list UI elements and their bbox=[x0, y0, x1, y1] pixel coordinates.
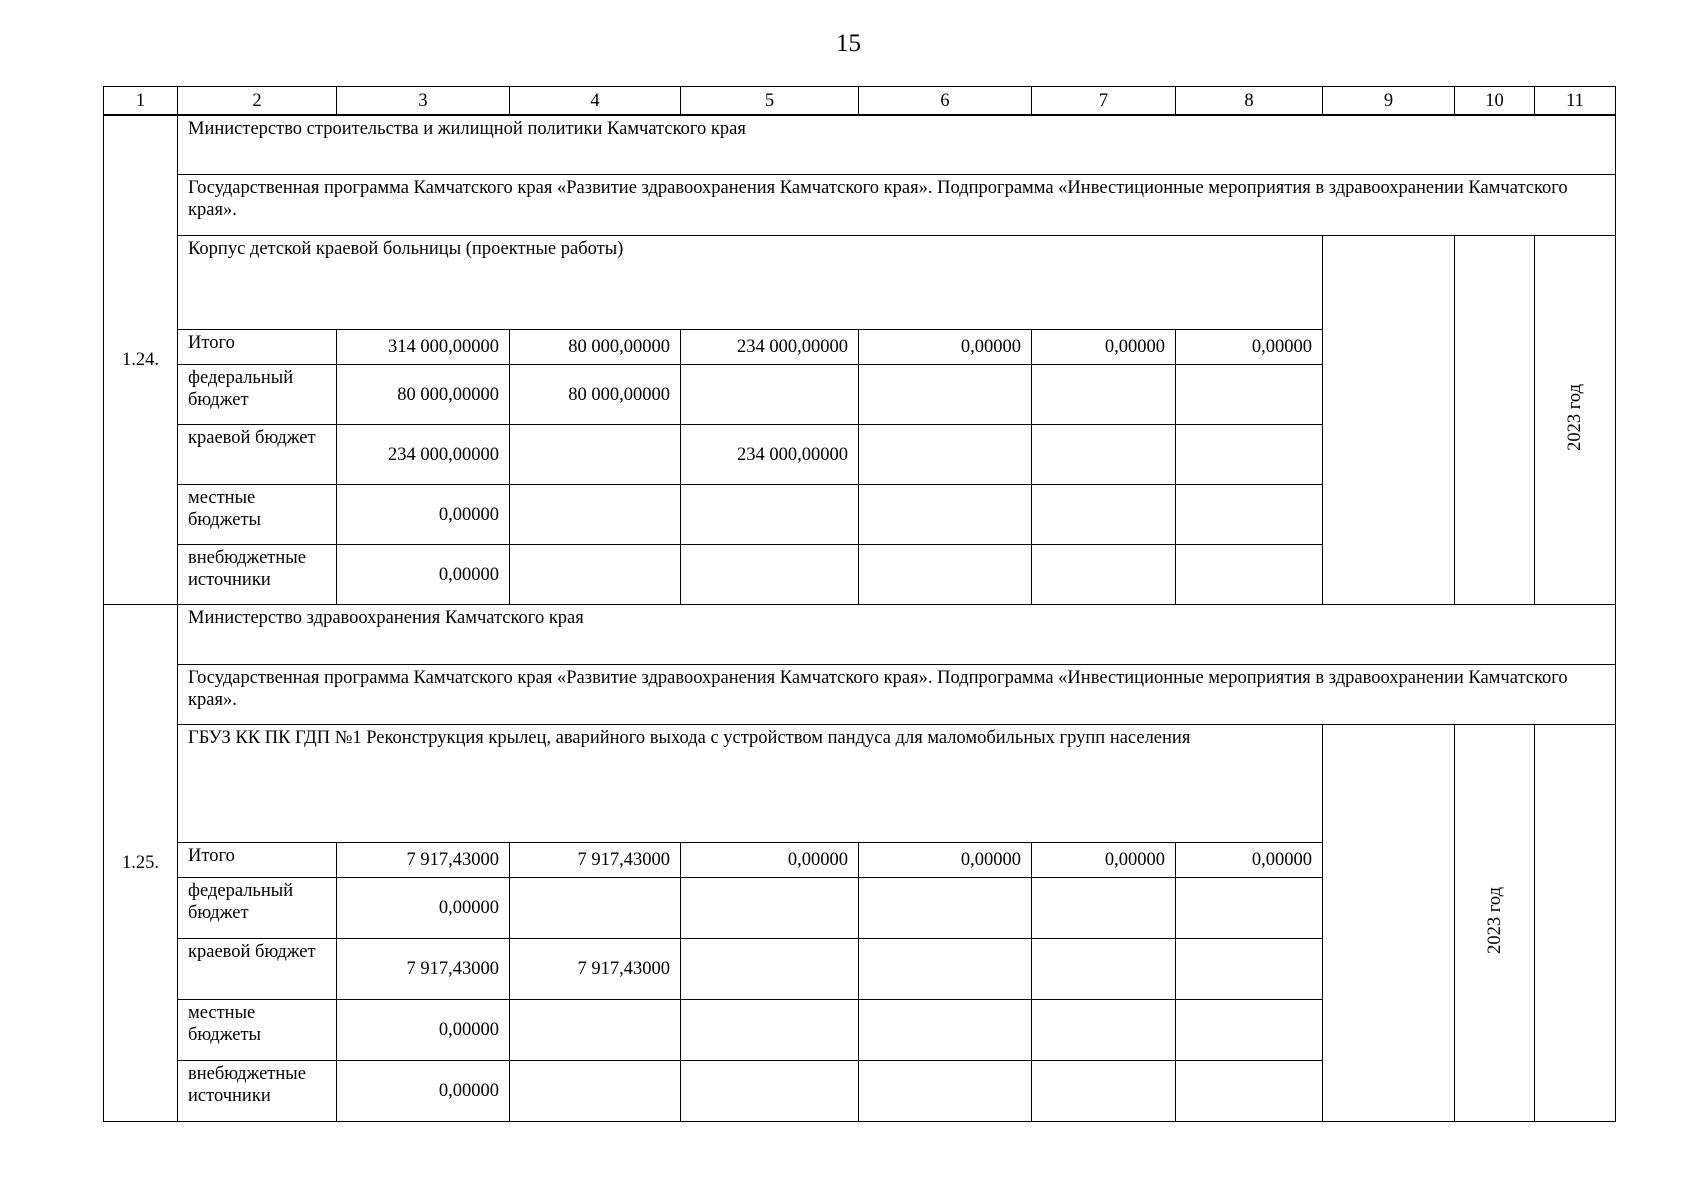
amount-cell bbox=[1032, 365, 1176, 425]
amount-cell bbox=[510, 1061, 681, 1122]
amount-cell bbox=[1176, 1000, 1323, 1061]
column-header: 7 bbox=[1032, 87, 1176, 116]
funding-label: краевой бюджет bbox=[178, 939, 337, 1000]
amount-cell bbox=[859, 425, 1032, 485]
amount-cell bbox=[1032, 545, 1176, 605]
funding-label: краевой бюджет bbox=[178, 425, 337, 485]
ministry-name: Министерство здравоохранения Камчатского края bbox=[178, 605, 1616, 665]
amount-cell: 0,00000 bbox=[1176, 330, 1323, 365]
object-name: ГБУЗ КК ПК ГДП №1 Реконструкция крылец, аварийного выхода с устройством пандуса для маломобильных групп населения bbox=[178, 725, 1323, 843]
amount-cell bbox=[1032, 1000, 1176, 1061]
column-header: 8 bbox=[1176, 87, 1323, 116]
funding-label: федеральный бюджет bbox=[178, 878, 337, 939]
amount-cell bbox=[1032, 1061, 1176, 1122]
amount-cell bbox=[1176, 1061, 1323, 1122]
amount-cell bbox=[681, 1061, 859, 1122]
page-number: 15 bbox=[836, 30, 861, 57]
amount-cell bbox=[859, 939, 1032, 1000]
section-col11 bbox=[1535, 236, 1616, 605]
column-header: 1 bbox=[104, 87, 178, 116]
amount-cell bbox=[1032, 485, 1176, 545]
object-name: Корпус детской краевой больницы (проектные работы) bbox=[178, 236, 1323, 330]
amount-cell: 80 000,00000 bbox=[510, 330, 681, 365]
amount-cell: 80 000,00000 bbox=[510, 365, 681, 425]
column-header: 2 bbox=[178, 87, 337, 116]
column-header-row bbox=[104, 87, 1616, 116]
amount-cell bbox=[681, 365, 859, 425]
period-text: 2023 год bbox=[1565, 383, 1585, 451]
funding-label: федеральный бюджет bbox=[178, 365, 337, 425]
amount-cell bbox=[859, 485, 1032, 545]
amount-cell bbox=[510, 878, 681, 939]
amount-cell bbox=[1176, 425, 1323, 485]
section-number: 1.25. bbox=[104, 605, 178, 1122]
amount-cell bbox=[681, 485, 859, 545]
ministry-name: Министерство строительства и жилищной политики Камчатского края bbox=[178, 115, 1616, 175]
amount-cell bbox=[1176, 545, 1323, 605]
amount-cell: 7 917,43000 bbox=[337, 843, 510, 878]
amount-cell: 0,00000 bbox=[859, 843, 1032, 878]
amount-cell: 0,00000 bbox=[859, 330, 1032, 365]
period-text: 2023 год bbox=[1484, 886, 1505, 954]
amount-cell bbox=[859, 545, 1032, 605]
column-header: 6 bbox=[859, 87, 1032, 116]
amount-cell: 0,00000 bbox=[337, 878, 510, 939]
amount-cell bbox=[859, 878, 1032, 939]
amount-cell bbox=[1032, 878, 1176, 939]
section-col10 bbox=[1455, 236, 1535, 605]
funding-label: внебюджетные источники bbox=[178, 545, 337, 605]
funding-label: Итого bbox=[178, 843, 337, 878]
column-header: 9 bbox=[1323, 87, 1455, 116]
amount-cell: 234 000,00000 bbox=[681, 425, 859, 485]
amount-cell: 7 917,43000 bbox=[510, 843, 681, 878]
amount-cell bbox=[1176, 485, 1323, 545]
section-number: 1.24. bbox=[104, 115, 178, 605]
section-col10 bbox=[1455, 725, 1535, 1122]
column-header: 5 bbox=[681, 87, 859, 116]
amount-cell: 0,00000 bbox=[337, 545, 510, 605]
amount-cell: 234 000,00000 bbox=[337, 425, 510, 485]
funding-label: Итого bbox=[178, 330, 337, 365]
object-row bbox=[104, 236, 1616, 330]
amount-cell bbox=[859, 365, 1032, 425]
amount-cell: 0,00000 bbox=[337, 485, 510, 545]
amount-cell bbox=[859, 1061, 1032, 1122]
amount-cell: 0,00000 bbox=[1176, 843, 1323, 878]
amount-cell bbox=[1032, 425, 1176, 485]
program-name: Государственная программа Камчатского края «Развитие здравоохранения Камчатского края». Подпрограмма «Инвестиционные мероприятия в здравоохранении Камчатского края». bbox=[178, 175, 1616, 236]
amount-cell bbox=[510, 545, 681, 605]
object-row bbox=[104, 725, 1616, 843]
section-col11 bbox=[1535, 725, 1616, 1122]
amount-cell bbox=[510, 485, 681, 545]
amount-cell bbox=[510, 1000, 681, 1061]
column-header: 10 bbox=[1455, 87, 1535, 116]
funding-label: местные бюджеты bbox=[178, 485, 337, 545]
section-col9 bbox=[1323, 236, 1455, 605]
amount-cell: 7 917,43000 bbox=[337, 939, 510, 1000]
funding-label: местные бюджеты bbox=[178, 1000, 337, 1061]
program-name: Государственная программа Камчатского края «Развитие здравоохранения Камчатского края». Подпрограмма «Инвестиционные мероприятия в здравоохранении Камчатского края». bbox=[178, 665, 1616, 725]
column-header: 3 bbox=[337, 87, 510, 116]
amount-cell bbox=[681, 939, 859, 1000]
column-header: 11 bbox=[1535, 87, 1616, 116]
program-row bbox=[104, 665, 1616, 725]
amount-cell: 0,00000 bbox=[337, 1000, 510, 1061]
amount-cell bbox=[681, 545, 859, 605]
amount-cell bbox=[859, 1000, 1032, 1061]
program-row bbox=[104, 175, 1616, 236]
ministry-row bbox=[104, 605, 1616, 665]
amount-cell bbox=[1176, 939, 1323, 1000]
amount-cell: 234 000,00000 bbox=[681, 330, 859, 365]
amount-cell: 0,00000 bbox=[337, 1061, 510, 1122]
amount-cell: 0,00000 bbox=[1032, 843, 1176, 878]
amount-cell: 0,00000 bbox=[1032, 330, 1176, 365]
amount-cell bbox=[1032, 939, 1176, 1000]
amount-cell bbox=[1176, 878, 1323, 939]
amount-cell: 314 000,00000 bbox=[337, 330, 510, 365]
amount-cell: 80 000,00000 bbox=[337, 365, 510, 425]
amount-cell bbox=[681, 1000, 859, 1061]
amount-cell bbox=[510, 425, 681, 485]
funding-label: внебюджетные источники bbox=[178, 1061, 337, 1122]
section-col9 bbox=[1323, 725, 1455, 1122]
amount-cell: 7 917,43000 bbox=[510, 939, 681, 1000]
amount-cell bbox=[1176, 365, 1323, 425]
ministry-row bbox=[104, 115, 1616, 175]
budget-table bbox=[103, 86, 1616, 1122]
amount-cell bbox=[681, 878, 859, 939]
amount-cell: 0,00000 bbox=[681, 843, 859, 878]
column-header: 4 bbox=[510, 87, 681, 116]
